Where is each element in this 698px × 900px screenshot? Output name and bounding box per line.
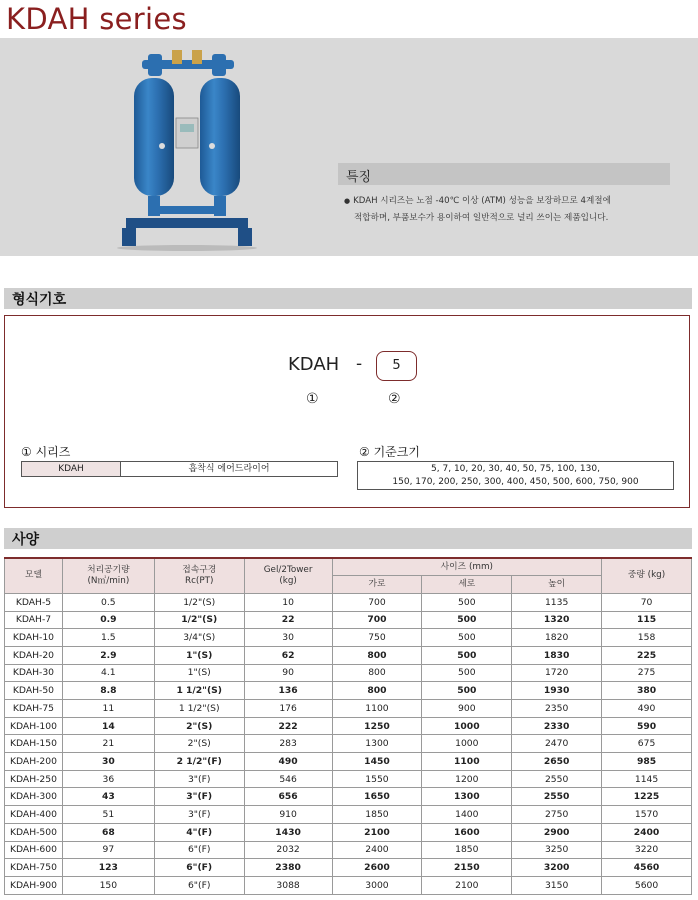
table-cell: 3000 (332, 876, 422, 894)
table-cell: 1650 (332, 788, 422, 806)
table-cell: 2400 (602, 823, 692, 841)
table-cell: 62 (244, 646, 332, 664)
table-cell: 1/2"(S) (154, 593, 244, 611)
table-cell: KDAH-7 (5, 611, 63, 629)
col-header-size: 사이즈 (mm) (332, 558, 602, 576)
table-cell: 176 (244, 700, 332, 718)
table-cell: 3"(F) (154, 788, 244, 806)
features-heading: 특징 (338, 163, 670, 185)
table-cell: 800 (332, 682, 422, 700)
legend-series-desc: 흡착식 에어드라이어 (188, 464, 270, 474)
table-cell: 3200 (512, 859, 602, 877)
table-cell: 500 (422, 646, 512, 664)
col-header-width: 가로 (332, 576, 422, 594)
model-code-heading: 형식기호 (4, 288, 692, 309)
table-cell: 22 (244, 611, 332, 629)
table-cell: 1250 (332, 717, 422, 735)
table-cell: 36 (62, 770, 154, 788)
model-code-marker-2: ② (388, 391, 401, 407)
table-cell: 1/2"(S) (154, 611, 244, 629)
features-text (344, 193, 664, 227)
table-cell: 3220 (602, 841, 692, 859)
table-cell: 1300 (422, 788, 512, 806)
table-cell: 1830 (512, 646, 602, 664)
table-cell: 500 (422, 629, 512, 647)
table-cell: 1720 (512, 664, 602, 682)
product-banner (0, 38, 698, 256)
table-cell: 2100 (422, 876, 512, 894)
table-cell: 8.8 (62, 682, 154, 700)
legend-series-table (21, 461, 338, 477)
table-cell: 1850 (332, 806, 422, 824)
table-cell: 97 (62, 841, 154, 859)
col-header-height: 높이 (512, 576, 602, 594)
table-cell: 14 (62, 717, 154, 735)
spec-table (4, 557, 692, 895)
table-cell: 2900 (512, 823, 602, 841)
col-header-depth: 세로 (422, 576, 512, 594)
table-cell: 30 (244, 629, 332, 647)
table-cell: 1135 (512, 593, 602, 611)
table-cell: 1000 (422, 735, 512, 753)
table-cell: 2550 (512, 770, 602, 788)
table-cell: 283 (244, 735, 332, 753)
table-cell: 2032 (244, 841, 332, 859)
col-header-gel: Gel/2Tower (kg) (244, 558, 332, 593)
table-cell: 158 (602, 629, 692, 647)
table-cell: 68 (62, 823, 154, 841)
table-row (5, 788, 692, 806)
table-cell: 2400 (332, 841, 422, 859)
table-cell: KDAH-10 (5, 629, 63, 647)
table-row (5, 611, 692, 629)
table-cell: KDAH-75 (5, 700, 63, 718)
table-row (5, 646, 692, 664)
table-cell: 2150 (422, 859, 512, 877)
table-cell: 590 (602, 717, 692, 735)
table-cell: KDAH-20 (5, 646, 63, 664)
table-cell: 6"(F) (154, 859, 244, 877)
table-cell: 2.9 (62, 646, 154, 664)
col-header-capacity: 처리공기량 (N㎥/min) (62, 558, 154, 593)
table-cell: KDAH-30 (5, 664, 63, 682)
table-cell: 2750 (512, 806, 602, 824)
table-cell: 225 (602, 646, 692, 664)
table-cell: 0.9 (62, 611, 154, 629)
table-cell: 3150 (512, 876, 602, 894)
table-cell: 1 1/2"(S) (154, 682, 244, 700)
spec-heading: 사양 (4, 528, 692, 549)
model-code-series: KDAH (288, 354, 340, 375)
table-cell: 90 (244, 664, 332, 682)
table-cell: 2470 (512, 735, 602, 753)
table-cell: 2550 (512, 788, 602, 806)
table-cell: KDAH-500 (5, 823, 63, 841)
table-cell: 2330 (512, 717, 602, 735)
table-cell: 136 (244, 682, 332, 700)
table-cell: 1850 (422, 841, 512, 859)
table-cell: KDAH-5 (5, 593, 63, 611)
table-cell: 1600 (422, 823, 512, 841)
table-cell: 900 (422, 700, 512, 718)
table-cell: 222 (244, 717, 332, 735)
table-cell: 1400 (422, 806, 512, 824)
table-cell: 500 (422, 593, 512, 611)
table-cell: 2100 (332, 823, 422, 841)
table-cell: 1300 (332, 735, 422, 753)
legend-size-table (357, 461, 674, 490)
table-cell: 1450 (332, 753, 422, 771)
table-row (5, 876, 692, 894)
features-line-2: 적합하며, 부품보수가 용이하여 일반적으로 널리 쓰이는 제품입니다. (354, 213, 609, 223)
table-cell: 1550 (332, 770, 422, 788)
table-cell: 150 (62, 876, 154, 894)
features-line-1: ● KDAH 시리즈는 노점 -40℃ 이상 (ATM) 성능을 보장하므로 4계절에 (344, 193, 664, 210)
table-cell: 500 (422, 611, 512, 629)
table-row (5, 717, 692, 735)
table-row (5, 682, 692, 700)
table-cell: 5600 (602, 876, 692, 894)
table-cell: 700 (332, 611, 422, 629)
legend-series-title: ① 시리즈 (21, 445, 71, 459)
table-row (5, 664, 692, 682)
table-row (5, 700, 692, 718)
table-cell: 2380 (244, 859, 332, 877)
table-cell: 656 (244, 788, 332, 806)
table-cell: 1"(S) (154, 664, 244, 682)
table-cell: 2600 (332, 859, 422, 877)
page-title: KDAH series (6, 2, 187, 36)
legend-size-line-2: 150, 170, 200, 250, 300, 400, 450, 500, 600, 750, 900 (392, 477, 639, 487)
table-cell: 0.5 (62, 593, 154, 611)
col-header-weight: 중량 (kg) (602, 558, 692, 593)
table-cell: KDAH-400 (5, 806, 63, 824)
table-cell: KDAH-900 (5, 876, 63, 894)
table-row (5, 823, 692, 841)
table-row (5, 770, 692, 788)
table-cell: KDAH-150 (5, 735, 63, 753)
table-cell: 1570 (602, 806, 692, 824)
legend-series-code: KDAH (22, 462, 121, 476)
model-code-dash: - (356, 354, 363, 374)
table-cell: KDAH-100 (5, 717, 63, 735)
table-cell: 4560 (602, 859, 692, 877)
legend-size-line-1: 5, 7, 10, 20, 30, 40, 50, 75, 100, 130, (431, 464, 600, 474)
spec-table-body (5, 593, 692, 894)
table-cell: 3"(F) (154, 770, 244, 788)
table-row (5, 841, 692, 859)
table-cell: 500 (422, 664, 512, 682)
table-cell: 1200 (422, 770, 512, 788)
table-cell: KDAH-200 (5, 753, 63, 771)
table-cell: 3088 (244, 876, 332, 894)
table-cell: 800 (332, 646, 422, 664)
table-row (5, 593, 692, 611)
table-cell: 4.1 (62, 664, 154, 682)
table-cell: 51 (62, 806, 154, 824)
table-cell: 2 1/2"(F) (154, 753, 244, 771)
col-header-connection: 접속구경 Rc(PT) (154, 558, 244, 593)
table-cell: 1930 (512, 682, 602, 700)
table-cell: KDAH-750 (5, 859, 63, 877)
table-row (5, 806, 692, 824)
table-cell: KDAH-250 (5, 770, 63, 788)
table-cell: 800 (332, 664, 422, 682)
table-cell: 6"(F) (154, 876, 244, 894)
table-cell: 3250 (512, 841, 602, 859)
table-cell: 3"(F) (154, 806, 244, 824)
model-code-size-box: 5 (376, 351, 417, 381)
table-cell: 500 (422, 682, 512, 700)
table-cell: 43 (62, 788, 154, 806)
model-code-marker-1: ① (306, 391, 319, 407)
table-cell: 275 (602, 664, 692, 682)
table-cell: 675 (602, 735, 692, 753)
table-cell: 10 (244, 593, 332, 611)
table-cell: 30 (62, 753, 154, 771)
table-row (5, 735, 692, 753)
table-cell: 123 (62, 859, 154, 877)
col-header-model: 모델 (5, 558, 63, 593)
table-cell: 2650 (512, 753, 602, 771)
air-dryer-product-image (112, 46, 262, 251)
table-cell: 6"(F) (154, 841, 244, 859)
table-cell: 2"(S) (154, 735, 244, 753)
table-cell: 700 (332, 593, 422, 611)
table-cell: 1320 (512, 611, 602, 629)
legend-size-title: ② 기준크기 (359, 445, 420, 459)
table-cell: 1430 (244, 823, 332, 841)
table-cell: 115 (602, 611, 692, 629)
table-cell: 1820 (512, 629, 602, 647)
table-cell: 985 (602, 753, 692, 771)
table-row (5, 753, 692, 771)
table-cell: 750 (332, 629, 422, 647)
table-cell: 11 (62, 700, 154, 718)
table-cell: 1 1/2"(S) (154, 700, 244, 718)
table-cell: 1225 (602, 788, 692, 806)
table-cell: 490 (244, 753, 332, 771)
table-cell: 1.5 (62, 629, 154, 647)
table-cell: 4"(F) (154, 823, 244, 841)
table-cell: 1000 (422, 717, 512, 735)
table-cell: 2"(S) (154, 717, 244, 735)
table-cell: 490 (602, 700, 692, 718)
table-cell: 1145 (602, 770, 692, 788)
table-cell: KDAH-300 (5, 788, 63, 806)
table-cell: KDAH-600 (5, 841, 63, 859)
model-code-panel (4, 315, 690, 508)
table-cell: 546 (244, 770, 332, 788)
table-cell: 910 (244, 806, 332, 824)
table-cell: 21 (62, 735, 154, 753)
table-cell: 3/4"(S) (154, 629, 244, 647)
table-cell: 1100 (332, 700, 422, 718)
table-cell: 70 (602, 593, 692, 611)
table-cell: 1100 (422, 753, 512, 771)
table-row (5, 859, 692, 877)
table-cell: 380 (602, 682, 692, 700)
table-row (5, 629, 692, 647)
table-cell: 1"(S) (154, 646, 244, 664)
table-cell: 2350 (512, 700, 602, 718)
table-cell: KDAH-50 (5, 682, 63, 700)
